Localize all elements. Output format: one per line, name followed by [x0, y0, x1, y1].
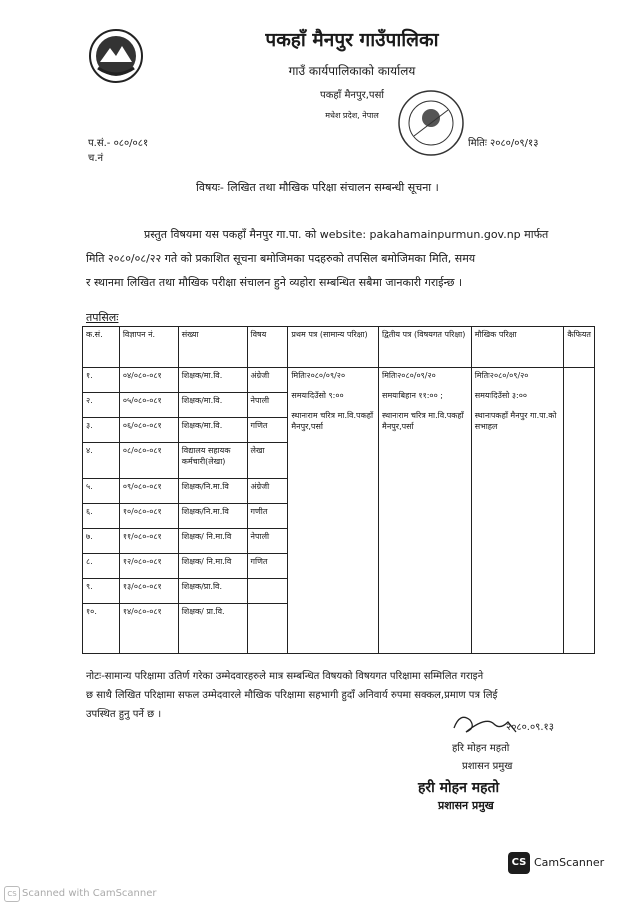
- cell-post: शिक्षक/मा.वि.: [178, 393, 247, 418]
- second-paper-date: मितिः२०८०/०९/२०: [382, 371, 436, 380]
- header-ad-no: विज्ञापन नं.: [119, 327, 178, 368]
- cell-ad-no: १२/०८०-०८१: [119, 554, 178, 579]
- cell-ad-no: १४/०८०-०८१: [119, 604, 178, 654]
- province-text: मधेश प्रदेश, नेपाल: [325, 111, 379, 120]
- subject-line: विषयः- लिखित तथा मौखिक परिक्षा संचालन सम्बन्धी सूचना ।: [196, 181, 439, 194]
- office-address: पकहाँ मैनपुर,पर्सा: [320, 90, 384, 101]
- note-line-1: नोटः-सामान्य परिक्षामा उतिर्ण गरेका उम्मेदवारहरुले मात्र सम्बन्धित विषयको विषयगत परिक्षामा सम्मिलित गराइने: [86, 671, 484, 682]
- header-remarks: कैफियत: [564, 327, 595, 368]
- second-paper-place: स्थानःराम चरित्र मा.वि.पकहाँ मैनपुर,पर्सा: [382, 411, 464, 431]
- oral-exam-place: स्थानःपकहाँ मैनपुर गा.पा.को सभाहल: [474, 411, 557, 431]
- first-paper-place: स्थानःराम चरित्र मा.वि.पकहाँ मैनपुर,पर्सा: [291, 411, 374, 431]
- header-first-paper: प्रथम पत्र (सामान्य परिक्षा): [288, 327, 379, 368]
- body-line-2: मिति २०८०/०८/२२ गते को प्रकाशित सूचना बमोजिमका पदहरुको तपसिल बमोजिमका मिति, समय: [86, 252, 476, 265]
- body-line-3: र स्थानमा लिखित तथा मौखिक परीक्षा संचालन हुने व्यहोरा सम्बन्धित सबैमा जानकारी गराईन्छ ।: [86, 276, 463, 289]
- cell-ad-no: ०४/०८०-०८१: [119, 368, 178, 393]
- header-vishay: विषय: [247, 327, 288, 368]
- cell-subject: [247, 604, 288, 654]
- body-line-1: प्रस्तुत विषयमा यस पकहाँ मैनपुर गा.पा. को website: pakahamainpurmun.gov.np मार्फत: [144, 228, 549, 241]
- cell-ad-no: ०६/०८०-०८१: [119, 418, 178, 443]
- remarks-cell: [564, 368, 595, 654]
- oral-exam-date: मितिः२०८०/०९/२०: [474, 371, 529, 380]
- cell-sn: ४.: [83, 443, 120, 479]
- cell-subject: नेपाली: [247, 529, 288, 554]
- first-paper-time: समयःदिउँसो ९:००: [291, 391, 344, 400]
- signatory-name: हरि मोहन महतो: [452, 743, 510, 754]
- cell-sn: १०.: [83, 604, 120, 654]
- letter-date: मितिः २०८०/०९/१३: [468, 138, 539, 149]
- official-stamp-icon: [396, 88, 466, 158]
- scanned-with-footer: Scanned with CamScanner: [22, 888, 157, 899]
- first-paper-date: मितिः२०८०/०९/२०: [291, 371, 346, 380]
- camscanner-logo-icon: CS: [508, 852, 530, 874]
- handwritten-signature-icon: [446, 706, 556, 742]
- note-line-2: छ साथै लिखित परिक्षामा सफल उम्मेदवारले मौखिक परिक्षामा सहभागी हुदाँ अनिवार्य रुपमा सक्कल,प्रमाण पत्र लिई: [86, 690, 498, 701]
- cell-subject: अंग्रेजी: [247, 479, 288, 504]
- stamp-name: हरी मोहन महतो: [418, 780, 500, 796]
- cell-ad-no: ११/०८०-०८१: [119, 529, 178, 554]
- cell-post: शिक्षक/मा.वि.: [178, 418, 247, 443]
- handwritten-date: २०८०.०९.१३: [506, 722, 554, 733]
- camscanner-brand: CamScanner: [534, 856, 605, 869]
- header-second-paper: द्वितीय पत्र (विषयगत परिक्षा): [379, 327, 472, 368]
- cell-ad-no: ०५/०८०-०८१: [119, 393, 178, 418]
- cell-subject: [247, 579, 288, 604]
- cell-ad-no: १०/०८०-०८१: [119, 504, 178, 529]
- note-line-3: उपस्थित हुनु पर्ने छ ।: [86, 709, 162, 720]
- stamp-role: प्रशासन प्रमुख: [438, 799, 494, 812]
- camscanner-small-icon: CS: [4, 886, 20, 902]
- header-sn: क.सं.: [83, 327, 120, 368]
- second-paper-cell: [379, 368, 472, 654]
- header-sankhya: संख्या: [178, 327, 247, 368]
- cell-post: शिक्षक/नि.मा.वि: [178, 479, 247, 504]
- cell-sn: २.: [83, 393, 120, 418]
- cell-subject: गणित: [247, 554, 288, 579]
- header-oral-exam: मौखिक परिक्षा: [471, 327, 564, 368]
- oral-exam-time: समयःदिउँसो ३:००: [474, 391, 528, 400]
- cell-sn: ९.: [83, 579, 120, 604]
- cell-post: शिक्षक/ नि.मा.वि: [178, 529, 247, 554]
- cell-subject: लेखा: [247, 443, 288, 479]
- cell-subject: गणीत: [247, 504, 288, 529]
- cell-sn: ८.: [83, 554, 120, 579]
- office-name: गाउँ कार्यपालिकाको कार्यालय: [288, 64, 416, 78]
- exam-schedule-table: [82, 326, 595, 654]
- cha-number: च.नं: [88, 153, 104, 164]
- oral-exam-cell: [471, 368, 564, 654]
- cell-post: विद्यालय सहायक कर्मचारी(लेखा): [178, 443, 247, 479]
- cell-subject: नेपाली: [247, 393, 288, 418]
- table-row: [83, 368, 595, 393]
- cell-sn: ७.: [83, 529, 120, 554]
- first-paper-cell: [288, 368, 379, 654]
- municipality-title: पकहाँ मैनपुर गाउँपालिका: [265, 29, 439, 51]
- cell-sn: ३.: [83, 418, 120, 443]
- cell-post: शिक्षक/ नि.मा.वि: [178, 554, 247, 579]
- signatory-role: प्रशासन प्रमुख: [462, 761, 513, 772]
- cell-post: शिक्षक/ प्रा.वि.: [178, 604, 247, 654]
- table-header-row: [83, 327, 595, 368]
- cell-ad-no: १३/०८०-०८१: [119, 579, 178, 604]
- reference-number: प.सं.- ०८०/०८१: [88, 138, 149, 149]
- cell-subject: अंग्रेजी: [247, 368, 288, 393]
- details-label: तपसिलः: [86, 311, 119, 324]
- cell-post: शिक्षक/प्रा.वि.: [178, 579, 247, 604]
- cell-subject: गणित: [247, 418, 288, 443]
- cell-ad-no: ०८/०८०-०८१: [119, 443, 178, 479]
- second-paper-time: समयःबिहान ११:०० ;: [382, 391, 443, 400]
- cell-post: शिक्षक/नि.मा.वि: [178, 504, 247, 529]
- cell-post: शिक्षक/मा.वि.: [178, 368, 247, 393]
- cell-ad-no: ०९/०८०-०८१: [119, 479, 178, 504]
- cell-sn: ५.: [83, 479, 120, 504]
- cell-sn: ६.: [83, 504, 120, 529]
- cell-sn: १.: [83, 368, 120, 393]
